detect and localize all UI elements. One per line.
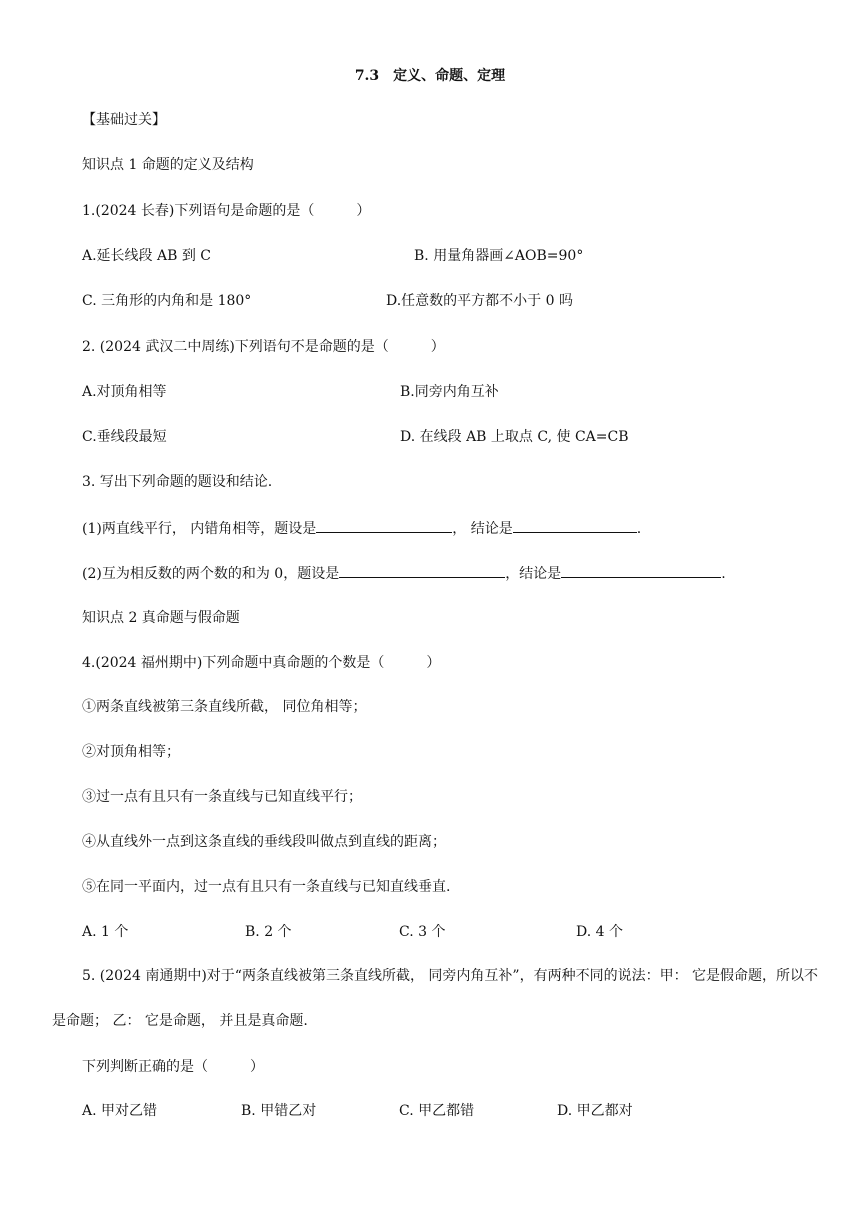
q5-option-b: B. 甲错乙对 — [241, 1103, 317, 1119]
q3-p1-end: . — [636, 521, 642, 537]
q3-p2-premise-label: (2)互为相反数的两个数的和为 0，题设是 — [82, 566, 340, 582]
q1-option-c: C. 三角形的内角和是 180° — [82, 293, 252, 309]
q3-part-2 — [82, 563, 726, 584]
q1-stem: 1.(2024 长春)下列语句是命题的是（ ） — [82, 203, 371, 219]
q3-part-1 — [82, 518, 641, 539]
q2-stem: 2. (2024 武汉二中周练)下列语句不是命题的是（ ） — [82, 339, 445, 355]
q3-p2-end: . — [721, 566, 726, 582]
page-title: 7.3 定义、命题、定理 — [354, 68, 506, 84]
q1-option-b: B. 用量角器画∠AOB=90° — [414, 248, 584, 264]
q4-option-b: B. 2 个 — [245, 924, 292, 940]
q2-option-d: D. 在线段 AB 上取点 C, 使 CA=CB — [400, 429, 629, 445]
q3-p1-premise-blank[interactable] — [316, 518, 452, 533]
q5-stem: 5. (2024 南通期中)对于“两条直线被第三条直线所截， 同旁内角互补”，有两种不同的说法：甲： 它是假命题，所以不是命题； 乙： 它是命题， 并且是真命题. — [52, 968, 819, 1029]
q2-option-a: A.对顶角相等 — [82, 384, 167, 400]
q5-ask: 下列判断正确的是（ ） — [82, 1059, 264, 1075]
q3-p2-conclusion-blank[interactable] — [561, 563, 721, 578]
q4-option-d: D. 4 个 — [576, 924, 623, 940]
knowledge-point-1: 知识点 1 命题的定义及结构 — [82, 157, 254, 173]
q3-p1-premise-label: (1)两直线平行， 内错角相等，题设是 — [82, 521, 317, 537]
q4-stem: 4.(2024 福州期中)下列命题中真命题的个数是（ ） — [82, 655, 441, 671]
q3-p1-conclusion-label: ， 结论是 — [452, 521, 513, 537]
q4-statement-1: ①两条直线被第三条直线所截， 同位角相等； — [82, 699, 367, 715]
q4-statement-4: ④从直线外一点到这条直线的垂线段叫做点到直线的距离； — [82, 834, 446, 850]
q5-option-d: D. 甲乙都对 — [557, 1103, 633, 1119]
q5-option-c: C. 甲乙都错 — [399, 1103, 475, 1119]
q4-statement-3: ③过一点有且只有一条直线与已知直线平行； — [82, 789, 362, 805]
q4-statement-5: ⑤在同一平面内，过一点有且只有一条直线与已知直线垂直. — [82, 879, 451, 895]
q3-p2-premise-blank[interactable] — [339, 563, 505, 578]
q3-stem: 3. 写出下列命题的题设和结论. — [82, 474, 273, 490]
q2-option-b: B.同旁内角互补 — [400, 384, 499, 400]
q4-option-a: A. 1 个 — [82, 924, 129, 940]
q3-p2-conclusion-label: ，结论是 — [505, 566, 562, 582]
q2-option-c: C.垂线段最短 — [82, 429, 167, 445]
q4-statement-2: ②对顶角相等； — [82, 744, 180, 760]
q1-option-d: D.任意数的平方都不小于 0 吗 — [386, 293, 573, 309]
section-heading: 【基础过关】 — [82, 112, 166, 128]
q4-option-c: C. 3 个 — [399, 924, 446, 940]
q5-option-a: A. 甲对乙错 — [82, 1103, 158, 1119]
q3-p1-conclusion-blank[interactable] — [513, 518, 637, 533]
q1-option-a: A.延长线段 AB 到 C — [82, 248, 212, 264]
knowledge-point-2: 知识点 2 真命题与假命题 — [82, 610, 240, 626]
